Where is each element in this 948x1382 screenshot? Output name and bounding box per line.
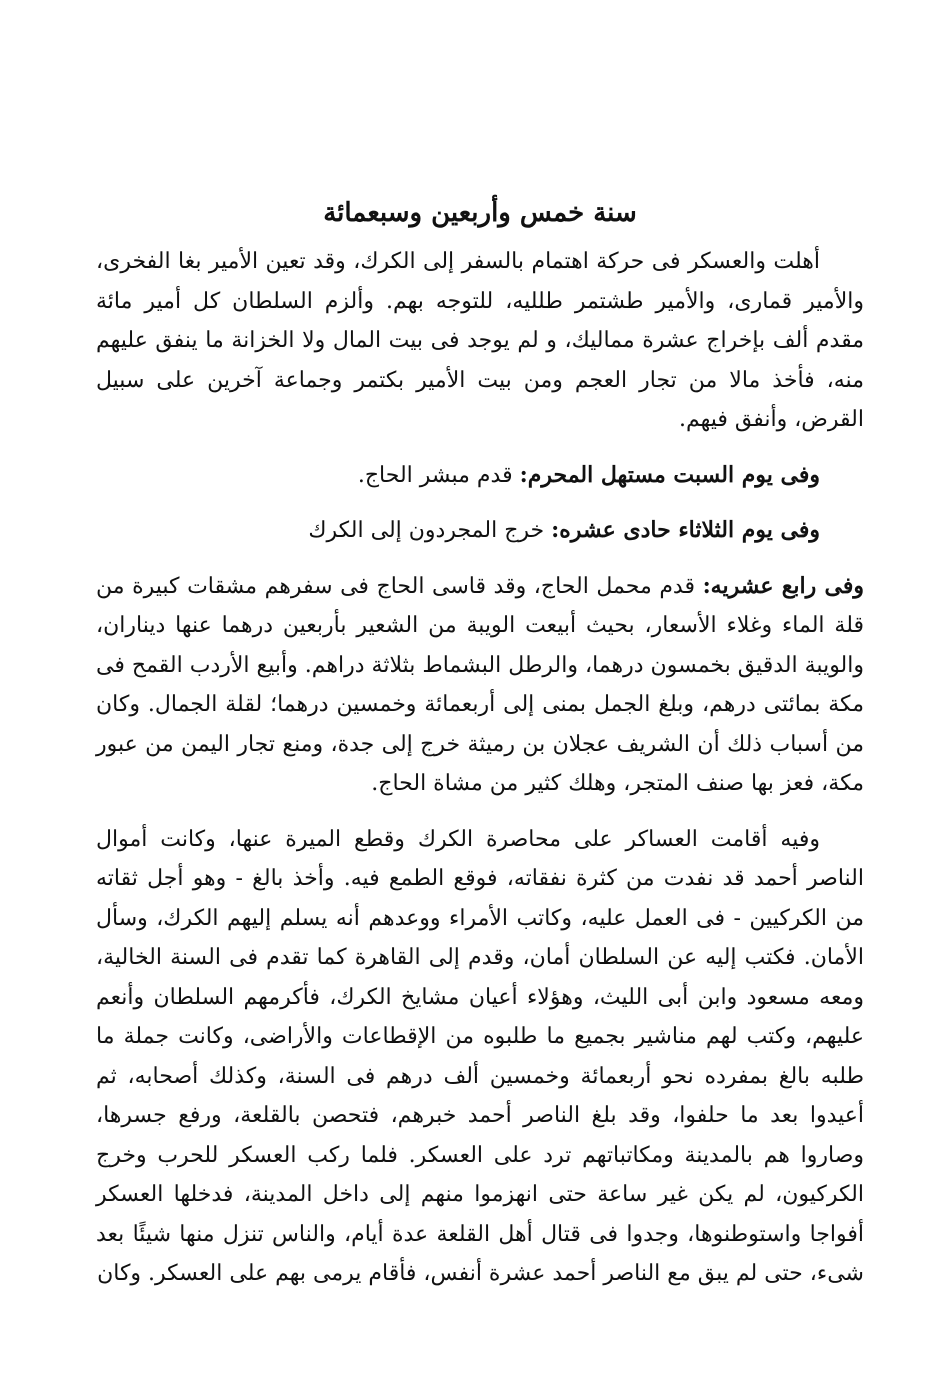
paragraph-1 bbox=[96, 242, 864, 440]
spacer bbox=[96, 495, 864, 511]
paragraph-4-text: قدم محمل الحاج، وقد قاسى الحاج فى سفرهم مشقات كبيرة من قلة الماء وغلاء الأسعار، بحيث أبيعت الويبة من الشعير بأربعين درهما عنها ديناران، والويبة الدقيق بخمسون درهما، والرطل البشماط بثلاثة دراهم. وأبيع الأردب القمح فى مكة بمائتى درهم، وبلغ الجمل بمنى إلى أربعمائة وخمسين درهما؛ لقلة الجمال. وكان من أسباب ذلك أن الشريف عجلان بن رميثة خرج إلى جدة، ومنع تجار اليمن من عبور مكة، فعز بها صنف المتجر، وهلك كثير من مشاة الحاج. bbox=[96, 573, 864, 796]
paragraph-5-text: وفيه أقامت العساكر على محاصرة الكرك وقطع الميرة عنها، وكانت أموال الناصر أحمد قد نفدت من كثرة نفقاته، فوقع الطمع فيه. وأخذ بالغ - وهو أجل ثقاته من الكركيين - فى العمل عليه، وكاتب الأمراء ووعدهم أنه يسلم إليهم الكرك، وسأل الأمان. فكتب إليه عن السلطان أمان، وقدم إلى القاهرة كما تقدم فى السنة الخالية، ومعه مسعود وابن أبى الليث، وهؤلاء أعيان مشايخ الكرك، فأكرمهم السلطان وأنعم عليهم، وكتب لهم مناشير بجميع ما طلبوه من الإقطاعات والأراضى، وكانت جملة ما طلبه بالغ بمفرده نحو أربعمائة وخمسين ألف درهم فى السنة، وكذلك أصحابه، ثم أعيدوا بعد ما حلفوا، وقد بلغ الناصر أحمد خبرهم، فتحصن بالقلعة، ورفع جسرها، وصاروا هم بالمدينة ومكاتباتهم ترد على العسكر. فلما ركب العسكر للحرب وخرج الكركيون، لم يكن غير ساعة حتى انهزموا منهم إلى داخل المدينة، فدخلها العسكر أفواجا واستوطنوها، وجدوا فى قتال أهل القلعة عدة أيام، والناس تنزل منها شيئًا بعد شىء، حتى لم يبق مع الناصر أحمد عشرة أنفس، فأقام يرمى بهم على العسكر. وكان bbox=[96, 826, 864, 1286]
paragraph-3 bbox=[96, 511, 864, 551]
paragraph-2-lead: وفى يوم السبت مستهل المحرم: bbox=[519, 461, 820, 488]
paragraph-5 bbox=[96, 820, 864, 1294]
paragraph-2 bbox=[96, 456, 864, 496]
paragraph-4 bbox=[96, 567, 864, 804]
paragraph-3-text: خرج المجردون إلى الكرك bbox=[308, 518, 552, 543]
spacer bbox=[96, 440, 864, 456]
paragraph-4-lead: وفى رابع عشريه: bbox=[702, 572, 864, 599]
paragraph-3-lead: وفى يوم الثلاثاء حادى عشره: bbox=[551, 517, 820, 543]
spacer bbox=[96, 804, 864, 820]
document-page bbox=[96, 190, 864, 1294]
spacer bbox=[96, 551, 864, 567]
paragraph-1-text: أهلت والعسكر فى حركة اهتمام بالسفر إلى الكرك، وقد تعين الأمير بغا الفخرى، والأمير قمارى، والأمير طشتمر طلليه، للتوجه بهم. وألزم السلطان كل أمير مائة مقدم ألف بإخراج عشرة مماليك، و لم يوجد فى بيت المال ولا الخزانة ما ينفق عليهم منه، فأخذ مالا من تجار العجم ومن بيت الأمير بكتمر وجماعة آخرين على سبيل القرض، وأنفق فيهم. bbox=[96, 249, 864, 432]
paragraph-2-text: قدم مبشر الحاج. bbox=[357, 462, 520, 488]
section-title: سنة خمس وأربعين وسبعمائة bbox=[323, 198, 637, 228]
